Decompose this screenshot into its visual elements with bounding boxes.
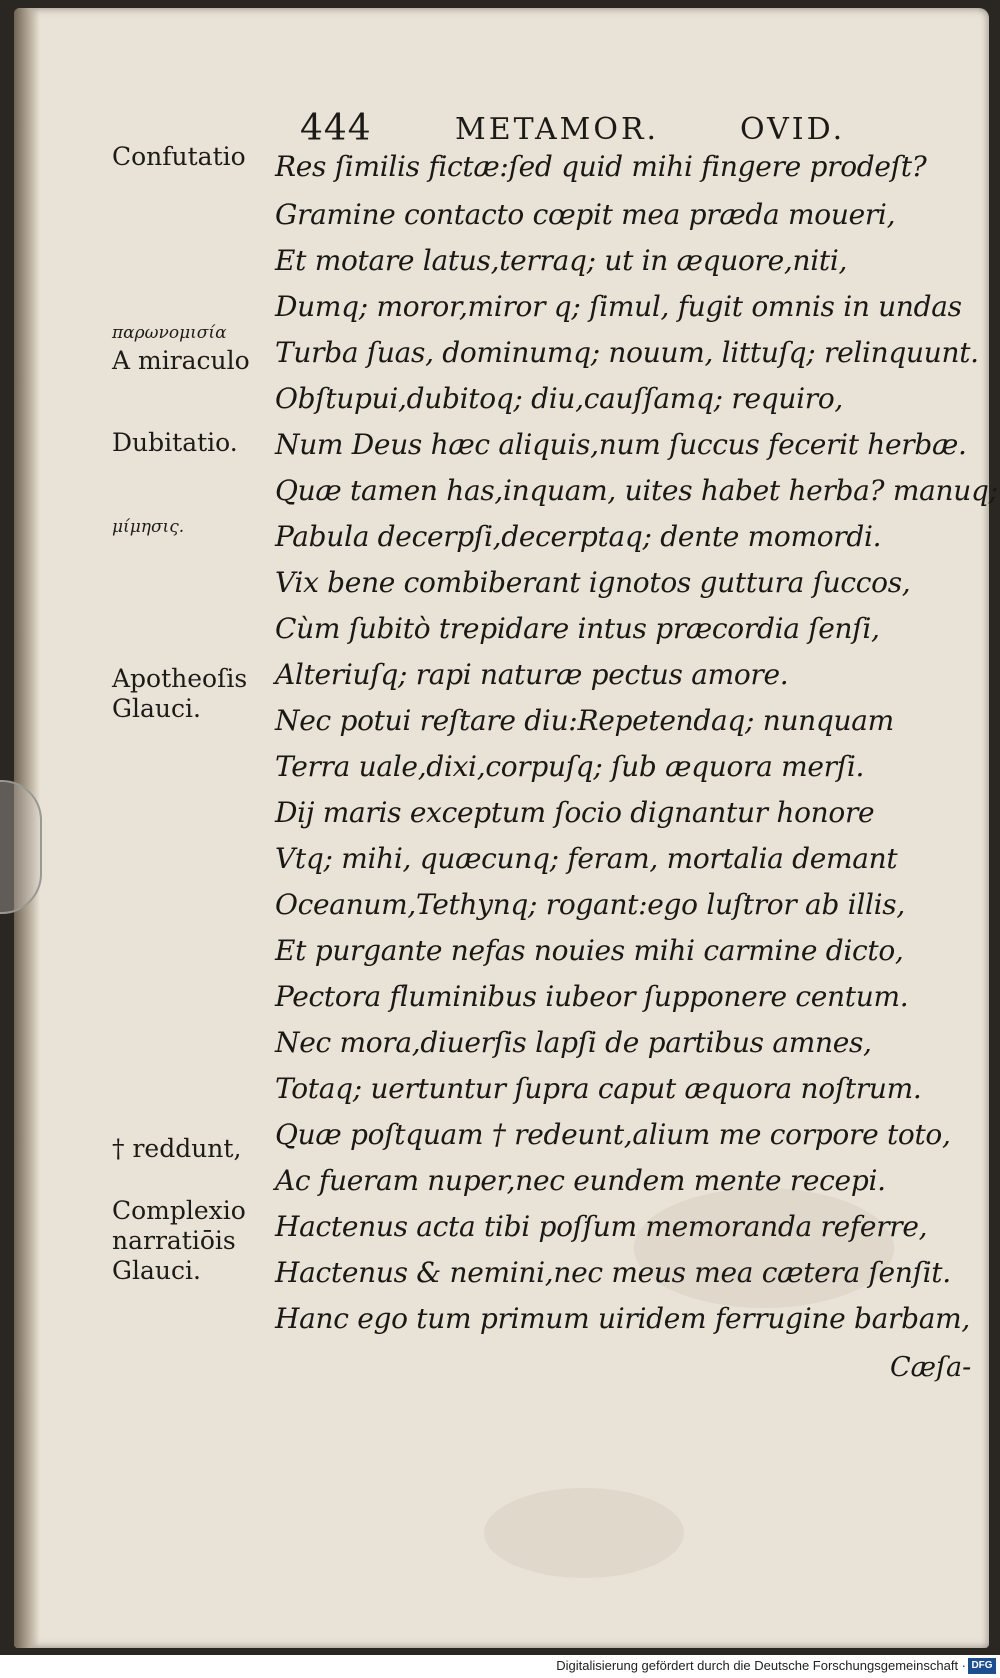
paper-stain — [484, 1488, 684, 1578]
catchword: Cæſa- — [890, 1352, 972, 1383]
running-header — [300, 108, 880, 156]
verse-line: Et motare latus,terraq; ut in æquore,niti, — [275, 244, 848, 277]
verse-line: Oceanum,Tethynq; rogant:ego luſtror ab illis, — [275, 888, 905, 921]
verse-line: Obſtupui,dubitoq; diu,cauſſamq; requiro, — [275, 382, 844, 415]
verse-line: Nec potui reſtare diu:Repetendaq; nunquam — [275, 704, 894, 737]
verse-line: Quæ tamen has,inquam, uites habet herba? manuq; — [275, 474, 998, 507]
running-title: METAMOR. — [455, 112, 660, 147]
page-number: 444 — [300, 108, 372, 149]
verse-line: Et purgante nefas nouies mihi carmine dicto, — [275, 934, 904, 967]
verse-line: Hactenus acta tibi poſſum memoranda referre, — [275, 1210, 928, 1243]
verse-line: Alteriuſq; rapi naturæ pectus amore. — [275, 658, 789, 691]
verse-line: Pectora fluminibus iubeor ſupponere centum. — [275, 980, 909, 1013]
page-clip-tab — [0, 780, 42, 914]
verse-line: Hanc ego tum primum uiridem ferrugine barbam, — [275, 1302, 970, 1335]
margin-note-narrationis: narratiōis — [112, 1226, 236, 1255]
margin-note-dubitatio: Dubitatio. — [112, 428, 238, 457]
margin-note-complexio: Complexio — [112, 1196, 246, 1225]
verse-line: Dumq; moror,miror q; ſimul, fugit omnis in undas — [275, 290, 962, 323]
margin-note-glauci: Glauci. — [112, 1256, 201, 1285]
verse-line: Pabula decerpſi,decerptaq; dente momordi. — [275, 520, 882, 553]
verse-line: Gramine contacto cœpit mea præda moueri, — [275, 198, 896, 231]
verse-line: Res ſimilis fictæ:ſed quid mihi fingere prodeſt? — [275, 150, 927, 183]
verse-line: Num Deus hæc aliquis,num ſuccus fecerit herbæ. — [275, 428, 967, 461]
verse-line: Vix bene combiberant ignotos guttura ſuccos, — [275, 566, 911, 599]
margin-note-confutatio: Confutatio — [112, 142, 246, 171]
margin-note-mimesis: μίμησις. — [112, 517, 185, 537]
verse-line: Nec mora,diuerſis lapſi de partibus amnes, — [275, 1026, 872, 1059]
verse-line: Quæ poſtquam † redeunt,alium me corpore toto, — [275, 1118, 951, 1151]
margin-note-a-miraculo: A miraculo — [112, 346, 250, 375]
verse-line: Totaq; uertuntur ſupra caput æquora noſtrum. — [275, 1072, 922, 1105]
margin-note-paronomasia: παρωνομισία — [112, 323, 227, 343]
dfg-logo-icon: DFG — [968, 1658, 996, 1674]
verse-line: Terra uale,dixi,corpuſq; ſub æquora merſi. — [275, 750, 865, 783]
running-author: OVID. — [740, 112, 846, 147]
verse-line: Cùm ſubitò trepidare intus præcordia ſenſi, — [275, 612, 880, 645]
footer-credit: Digitalisierung gefördert durch die Deutsche Forschungsgemeinschaft · — [556, 1658, 966, 1673]
verse-line: Ac fueram nuper,nec eundem mente recepi. — [275, 1164, 886, 1197]
verse-line: Dij maris exceptum ſocio dignantur honore — [275, 796, 875, 829]
verse-line: Vtq; mihi, quæcunq; feram, mortalia demant — [275, 842, 898, 875]
margin-note-reddunt: † reddunt, — [112, 1134, 242, 1163]
verse-line: Turba ſuas, dominumq; nouum, littuſq; relinquunt. — [275, 336, 979, 369]
margin-note-apotheosis: Apotheoſis — [112, 664, 248, 693]
verse-line: Hactenus & nemini,nec meus mea cætera ſenſit. — [275, 1256, 951, 1289]
footer-bar — [0, 1655, 1000, 1678]
margin-note-apotheosis-glauci: Glauci. — [112, 694, 201, 723]
